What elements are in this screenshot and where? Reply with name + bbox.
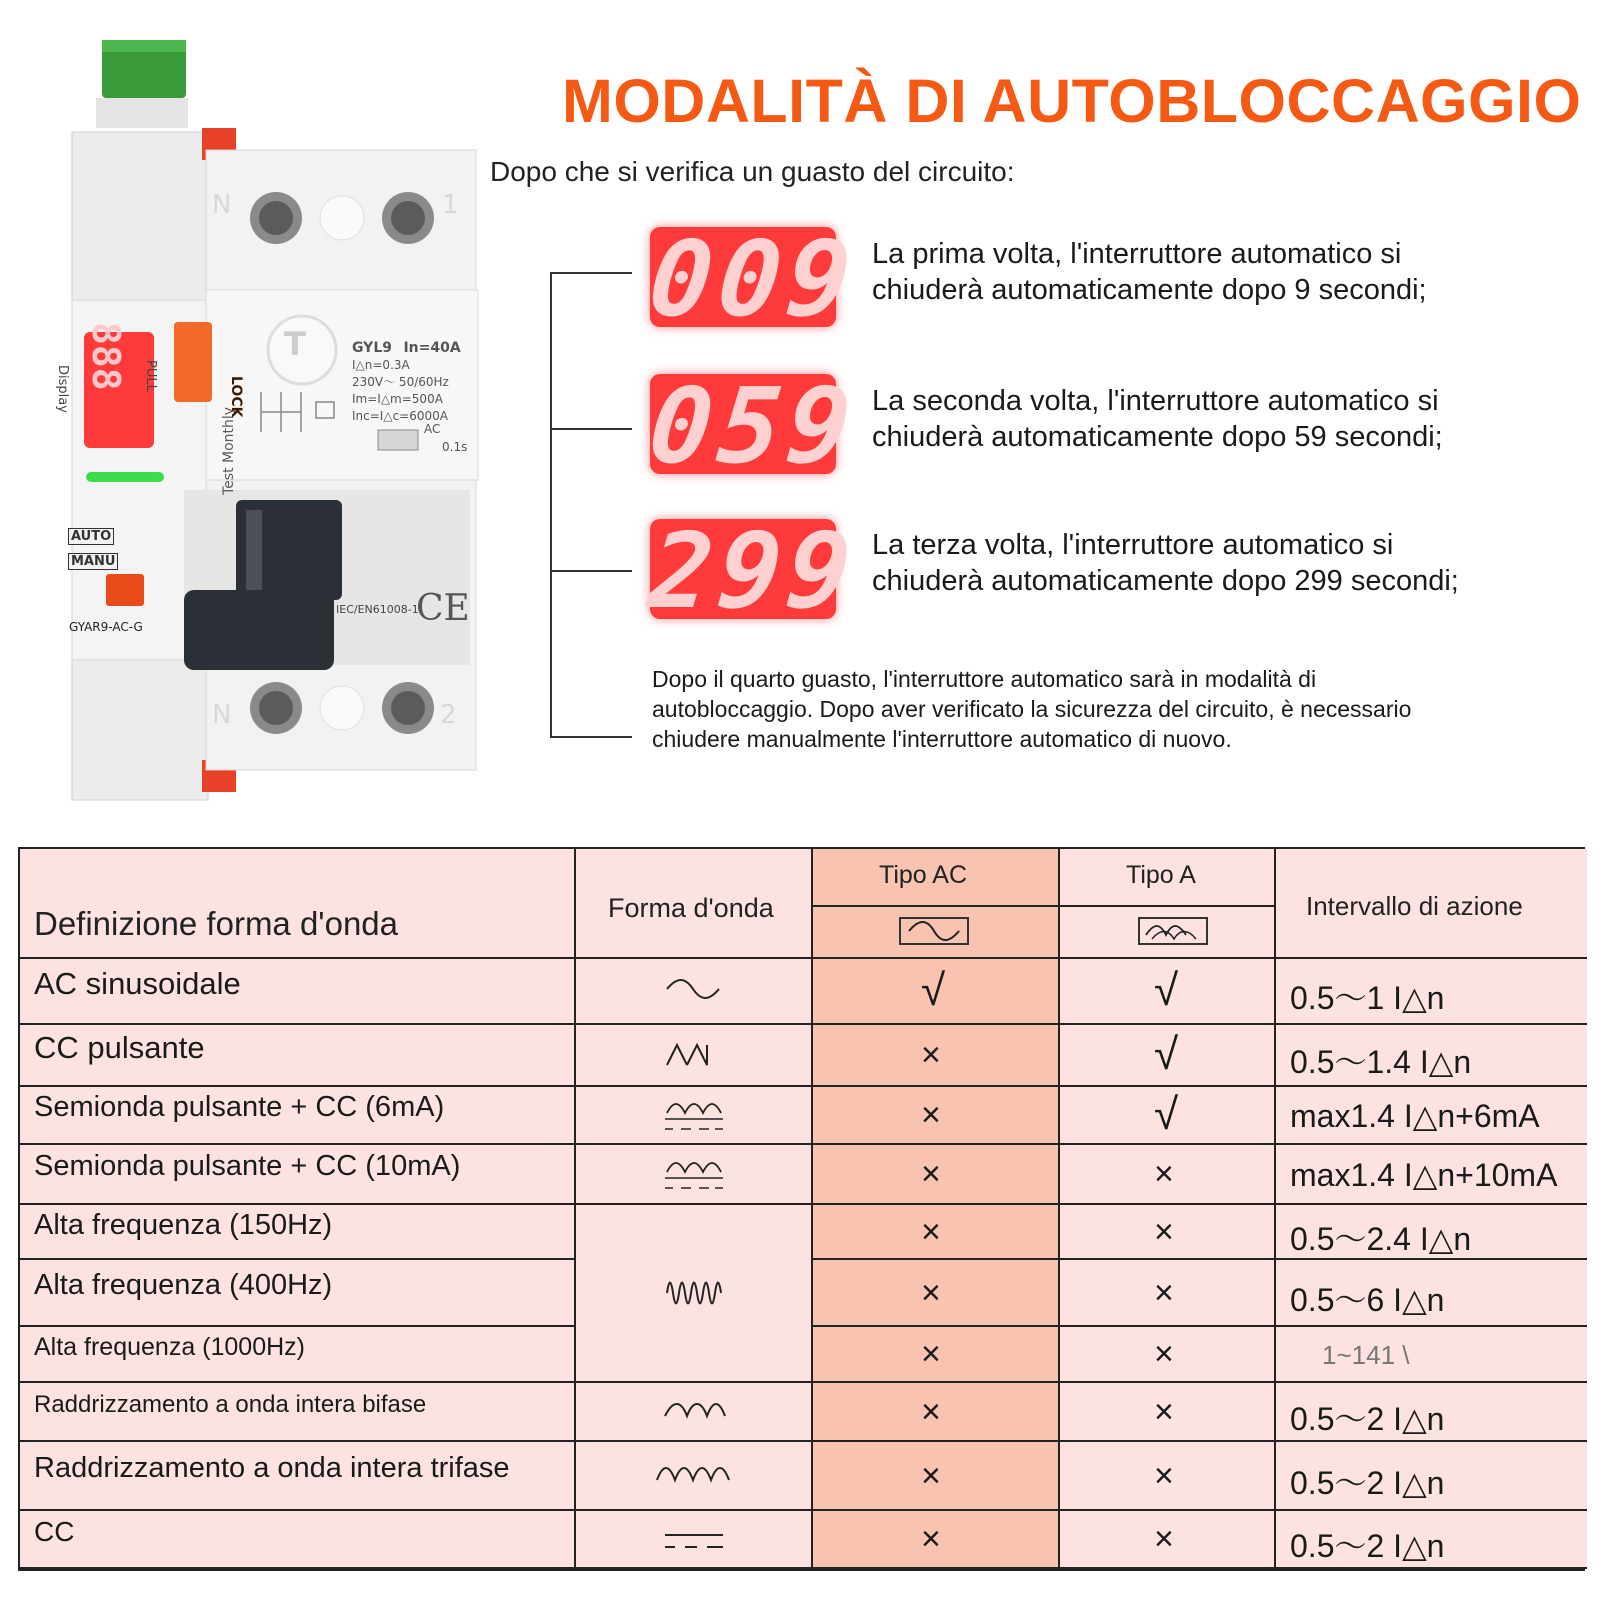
cross-icon: ×: [1154, 1155, 1174, 1193]
row-label: Alta frequenza (400Hz): [34, 1268, 333, 1301]
waveform-cell: [576, 1442, 813, 1511]
interval-cell: [1276, 1260, 1587, 1327]
type-ac-cell: [813, 1327, 1060, 1383]
step-3-line2: chiuderà automaticamente dopo 299 secondi;: [872, 565, 1459, 597]
lock-tab: [174, 322, 212, 402]
waveform-cell: [576, 1383, 813, 1442]
lock-label: LOCK: [228, 376, 244, 418]
type-ac-cell: [813, 959, 1060, 1025]
cross-icon: ×: [921, 1273, 941, 1312]
spec-im: Im=I△m=500A: [352, 392, 443, 406]
type-a-cell: [1060, 1383, 1276, 1442]
breaker-spec-block: [352, 340, 461, 425]
row-label: Raddrizzamento a onda intera trifase: [34, 1451, 510, 1484]
pulse-waveform-icon: [663, 1039, 727, 1073]
timer-display-2: [643, 365, 863, 487]
interval-cell: [1276, 1087, 1587, 1145]
subtitle: Dopo che si verifica un guasto del circuito:: [490, 156, 1015, 187]
timer-display-1-digits: 009: [643, 218, 863, 340]
type-ac-cell: [813, 1087, 1060, 1145]
spec-trip-time: 0.1s: [442, 440, 468, 454]
table-row: [20, 1511, 576, 1569]
header-type-ac-label: Tipo AC: [879, 861, 968, 889]
type-a-cell: [1060, 1087, 1276, 1145]
table-row: [20, 1205, 576, 1260]
interval-value: 0.5～1 I△n: [1290, 980, 1445, 1016]
step-2-line1: La seconda volta, l'interruttore automatico si: [872, 385, 1439, 417]
breaker-display-digits: 888: [84, 322, 128, 391]
bracket-tick-2: [550, 428, 632, 430]
sine-waveform-icon: [663, 975, 727, 1009]
cross-icon: ×: [921, 1392, 941, 1431]
auto-label: AUTO: [68, 528, 114, 545]
half-dc-waveform-icon: [663, 1099, 727, 1133]
pulsating-symbol-icon: [1138, 917, 1208, 945]
spec-inc: Inc=I△c=6000A: [352, 409, 448, 423]
model-label: GYAR9-AC-G: [69, 620, 143, 634]
interval-value: 0.5～2 I△n: [1290, 1464, 1445, 1501]
cross-icon: ×: [1154, 1520, 1174, 1558]
sine-symbol-icon: [899, 917, 969, 945]
breaker-illustration: [55, 40, 486, 800]
interval-value: max1.4 I△n+6mA: [1290, 1098, 1540, 1134]
table-row: [20, 959, 576, 1025]
interval-value: 0.5～1.4 I△n: [1290, 1044, 1472, 1080]
waveform-cell: [576, 1025, 813, 1087]
interval-cell: [1276, 1442, 1587, 1511]
bracket-tick-4: [550, 736, 632, 738]
type-a-cell: [1060, 1260, 1276, 1327]
type-ac-cell: [813, 1442, 1060, 1511]
step-4-line2: autobloccaggio. Dopo aver verificato la sicurezza del circuito, è necessario: [652, 696, 1412, 722]
terminal-n-top: N: [212, 190, 232, 220]
waveform-cell: [576, 1511, 813, 1569]
waveform-cell: [576, 1205, 813, 1383]
manu-label: MANU: [68, 553, 118, 570]
cross-icon: ×: [1154, 1273, 1174, 1312]
cross-icon: ×: [1154, 1456, 1174, 1495]
cross-icon: ×: [921, 1335, 941, 1373]
interval-value: 0.5～2 I△n: [1290, 1528, 1445, 1564]
spec-residual: I△n=0.3A: [352, 358, 410, 372]
type-a-cell: [1060, 1511, 1276, 1569]
display-label: Display: [55, 365, 70, 413]
cross-icon: ×: [921, 1036, 941, 1074]
page-title: MODALITÀ DI AUTOBLOCCAGGIO: [562, 67, 1582, 135]
auto-manu-switch: [106, 574, 144, 606]
row-label: Alta frequenza (150Hz): [34, 1209, 333, 1241]
row-label: CC pulsante: [34, 1029, 205, 1065]
row-label: CC: [34, 1515, 75, 1547]
type-ac-cell: [813, 1511, 1060, 1569]
row-label: Raddrizzamento a onda intera bifase: [34, 1390, 427, 1418]
interval-cell: [1276, 1025, 1587, 1087]
interval-value: 0.5～2.4 I△n: [1290, 1220, 1472, 1257]
spec-ac: AC: [424, 422, 441, 436]
ce-mark: CE: [416, 588, 470, 629]
check-icon: √: [1154, 966, 1179, 1015]
waveform-cell: [576, 1087, 813, 1145]
row-label: AC sinusoidale: [34, 965, 241, 1001]
cross-icon: ×: [921, 1212, 941, 1251]
dc-waveform-icon: [663, 1523, 727, 1557]
type-ac-cell: [813, 1383, 1060, 1442]
table-row: [20, 1260, 576, 1327]
step-4-line1: Dopo il quarto guasto, l'interruttore automatico sarà in modalità di: [652, 666, 1317, 692]
header-type-ac: [813, 849, 1060, 907]
header-waveform: [576, 849, 813, 959]
header-definition: [20, 849, 576, 959]
interval-cell: [1276, 1145, 1587, 1205]
step-3-line1: La terza volta, l'interruttore automatico si: [872, 529, 1394, 561]
row-label: Alta frequenza (1000Hz): [34, 1332, 305, 1361]
row-label: Semionda pulsante + CC (10mA): [34, 1150, 461, 1183]
type-a-cell: [1060, 1025, 1276, 1087]
check-icon: √: [921, 966, 946, 1015]
bracket-tick-3: [550, 570, 632, 572]
half-dc-waveform-icon: [663, 1158, 727, 1192]
type-ac-cell: [813, 1145, 1060, 1205]
check-icon: √: [1154, 1030, 1179, 1079]
interval-cell: [1276, 1205, 1587, 1260]
type-a-cell: [1060, 1145, 1276, 1205]
waveform-table: [18, 847, 1585, 1571]
header-type-a-label: Tipo A: [1126, 861, 1196, 889]
table-row: [20, 1383, 576, 1442]
header-interval: [1276, 849, 1587, 959]
type-a-cell: [1060, 1327, 1276, 1383]
cross-icon: ×: [921, 1520, 941, 1558]
step-4-line3: chiudere manualmente l'interruttore automatico di nuovo.: [652, 726, 1232, 752]
trifase-waveform-icon: [655, 1460, 735, 1494]
timer-display-3-digits: 299: [643, 510, 863, 632]
terminal-1: 1: [442, 190, 459, 220]
spec-rated: In=40A: [403, 340, 461, 356]
spec-voltage: 230V～ 50/60Hz: [352, 375, 449, 389]
table-row: [20, 1025, 576, 1087]
type-ac-cell: [813, 1205, 1060, 1260]
waveform-cell: [576, 959, 813, 1025]
step-1-line1: La prima volta, l'interruttore automatico si: [872, 238, 1402, 270]
cross-icon: ×: [1154, 1392, 1174, 1431]
step-2-line2: chiuderà automaticamente dopo 59 secondi;: [872, 421, 1443, 453]
cross-icon: ×: [1154, 1335, 1174, 1373]
step-4-text: [652, 664, 1411, 754]
step-2-text: [872, 383, 1443, 455]
type-a-cell: [1060, 959, 1276, 1025]
step-1-text: [872, 236, 1427, 308]
bifase-waveform-icon: [663, 1396, 727, 1430]
step-1-line2: chiuderà automaticamente dopo 9 secondi;: [872, 274, 1427, 306]
interval-value: max1.4 I△n+10mA: [1290, 1157, 1558, 1193]
header-type-a-symbol: [1060, 907, 1276, 959]
header-definition-label: Definizione forma d'onda: [34, 905, 399, 942]
header-interval-label: Intervallo di azione: [1306, 891, 1523, 921]
type-a-cell: [1060, 1442, 1276, 1511]
table-row: [20, 1145, 576, 1205]
waveform-cell: [576, 1145, 813, 1205]
pull-label: PULL: [143, 360, 158, 392]
header-type-ac-symbol: [813, 907, 1060, 959]
bracket-tick-1: [550, 272, 632, 274]
test-monthly-label: Test Monthly: [221, 406, 237, 495]
green-led: [86, 472, 164, 482]
type-ac-cell: [813, 1260, 1060, 1327]
interval-cell: [1276, 1327, 1587, 1383]
check-icon: √: [1154, 1090, 1179, 1139]
table-row: [20, 1442, 576, 1511]
brand-logo: T: [284, 325, 306, 363]
timer-display-1: [643, 218, 863, 340]
timer-display-3: [643, 510, 863, 632]
cross-icon: ×: [921, 1456, 941, 1495]
table-row: [20, 1327, 576, 1383]
cross-icon: ×: [921, 1155, 941, 1193]
table-row: [20, 1087, 576, 1145]
hf-waveform-icon: [663, 1277, 727, 1311]
row-label: Semionda pulsante + CC (6mA): [34, 1091, 445, 1124]
terminal-2: 2: [440, 700, 457, 730]
cross-icon: ×: [921, 1096, 941, 1134]
bracket-line: [550, 272, 552, 738]
step-3-text: [872, 527, 1459, 599]
header-waveform-label: Forma d'onda: [608, 893, 774, 923]
spec-model: GYL9: [352, 340, 392, 356]
type-a-cell: [1060, 1205, 1276, 1260]
interval-value: 0.5～2 I△n: [1290, 1400, 1445, 1437]
standard-label: IEC/EN61008-1: [336, 603, 419, 616]
interval-value: 0.5～6 I△n: [1290, 1281, 1445, 1318]
terminal-n-bottom: N: [212, 700, 232, 730]
interval-cell: [1276, 959, 1587, 1025]
cross-icon: ×: [1154, 1212, 1174, 1251]
timer-display-2-digits: 059: [643, 365, 863, 487]
interval-cell: [1276, 1511, 1587, 1569]
header-type-a: [1060, 849, 1276, 907]
interval-cell: [1276, 1383, 1587, 1442]
type-ac-cell: [813, 1025, 1060, 1087]
interval-value: 1~141 \: [1322, 1340, 1410, 1370]
